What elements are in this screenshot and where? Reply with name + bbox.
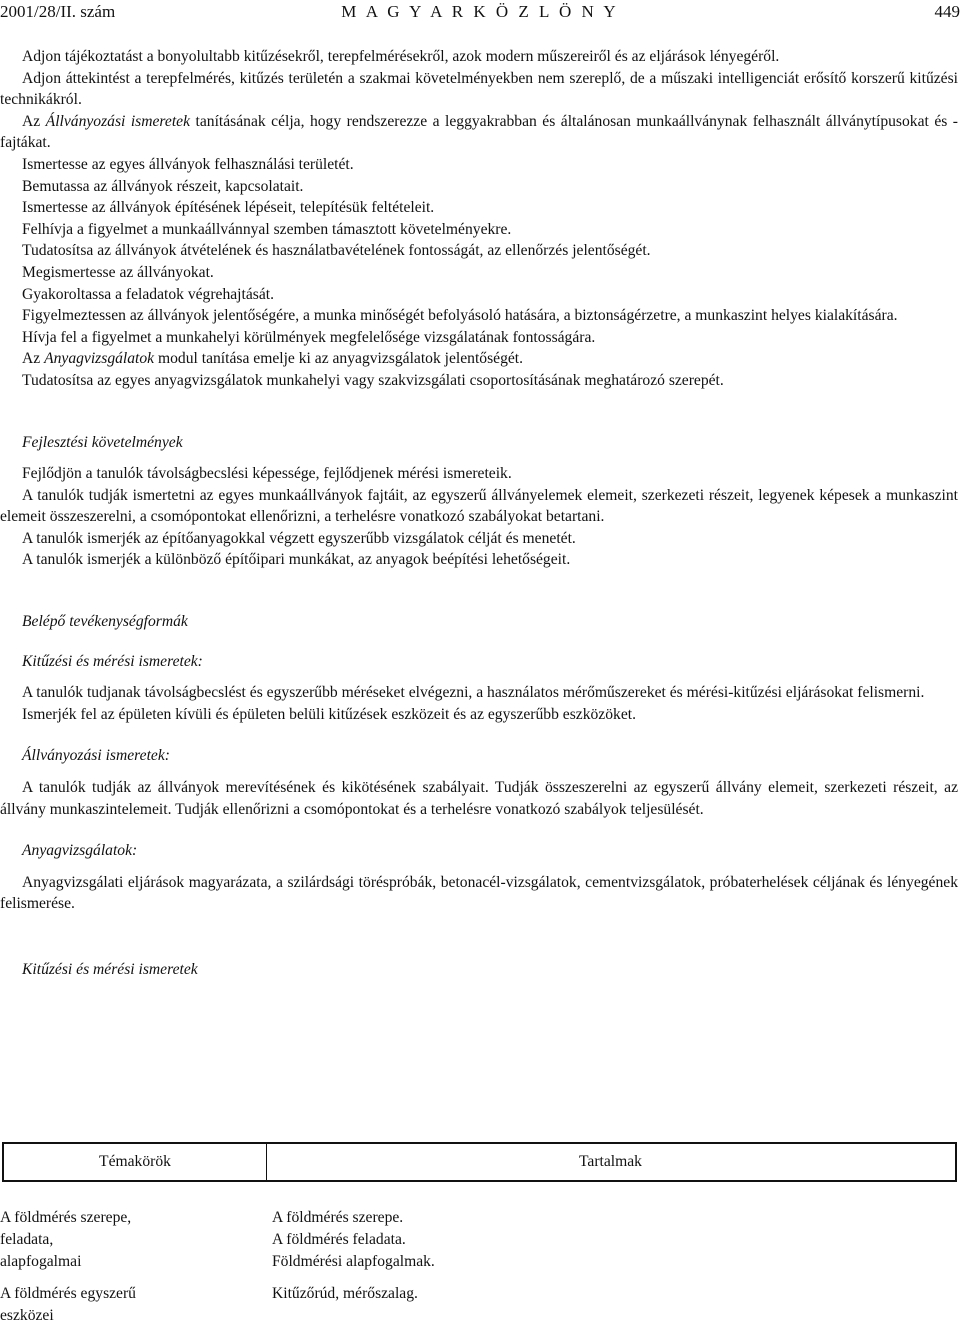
table-header xyxy=(2,1142,957,1182)
paragraph: Adjon áttekintést a terepfelmérés, kitűzés területén a szakmai követelményekben nem szereplő, de a műszaki intelligenciát erősítő korszerű kitűzési technikákról. xyxy=(0,69,958,109)
paragraph: Bemutassa az állványok részeit, kapcsolatait. xyxy=(22,177,304,195)
paragraph: Ismerjék fel az épületen kívüli és épületen belüli kitűzések eszközeit és az egyszerűbb eszközöket. xyxy=(22,705,636,723)
subsection-heading: Kitűzési és mérési ismeretek: xyxy=(22,652,203,670)
table-title: Kitűzési és mérési ismeretek xyxy=(22,961,198,978)
paragraph: Tudatosítsa az egyes anyagvizsgálatok munkahelyi vagy szakvizsgálati csoportosításának meghatározó szerepét. xyxy=(22,371,724,389)
paragraph: A tanulók ismerjék az építőanyagokkal végzett egyszerűbb vizsgálatok célját és menetét. xyxy=(22,529,576,547)
paragraph: A tanulók ismerjék a különböző építőipari munkákat, az anyagok beépítési lehetőségeit. xyxy=(22,551,571,569)
column-header-topics: Témakörök xyxy=(4,1144,267,1180)
topic-cell: A földmérés egyszerű eszközei xyxy=(0,1285,136,1324)
module-name: Anyagvizsgálatok xyxy=(44,350,155,368)
section-heading: Fejlesztési követelmények xyxy=(22,433,183,451)
module-name: Állványozási ismeretek xyxy=(45,112,191,130)
section-heading: Belépő tevékenységformák xyxy=(22,613,188,631)
paragraph: Az Anyagvizsgálatok modul tanítása emelje ki az anyagvizsgálatok jelentőségét. xyxy=(22,350,524,368)
paragraph: A tanulók tudják ismertetni az egyes munkaállványok fajtáit, az egyszerű állványelemek elemeit, szerkezeti részeit, legyenek képesek a munkaszint elemeit összeszerelni, a csomópontokat ellenőrizni, a terhelésre vonatkozó szabályokat betartani. xyxy=(0,486,958,526)
subsection-heading: Állványozási ismeretek: xyxy=(22,747,170,765)
table-row xyxy=(0,1207,958,1273)
journal-title: M A G Y A R K Ö Z L Ö N Y xyxy=(341,2,619,21)
issue-number: 2001/28/II. szám xyxy=(0,2,116,21)
page-number: 449 xyxy=(934,2,960,21)
paragraph: Az Állványozási ismeretek tanításának célja, hogy rendszerezze a leggyakrabban és általánosan munkaállványnak felhasznált állványtípusokat és -fajtákat. xyxy=(0,112,958,152)
content-cell: Kitűzőrúd, mérőszalag. xyxy=(272,1285,418,1302)
paragraph: A tanulók tudják az állványok merevítésének és kikötésének szabályait. Tudják összeszerelni az egyszerű állvány elemeit, szerkezeti részeit, az állvány munkaszintelemeit. Tudják ellenőrizni a csomópontokat és a terhelésre vonatkozó szabályok teljesülését. xyxy=(0,779,958,818)
column-header-contents: Tartalmak xyxy=(579,1153,642,1170)
paragraph: Fejlődjön a tanulók távolságbecslési képessége, fejlődjenek mérési ismereteik. xyxy=(22,465,512,483)
paragraph: A tanulók tudjanak távolságbecslést és egyszerűbb méréseket elvégezni, a használatos mérőműszereket és mérési-kitűzési eljárásokat felismerni. xyxy=(22,684,925,702)
topic-cell: A földmérés szerepe, feladata, alapfogalmai xyxy=(0,1209,132,1270)
paragraph: Ismertesse az állványok építésének lépéseit, telepítésük feltételeit. xyxy=(22,199,435,217)
paragraph: Ismertesse az egyes állványok felhasználási területét. xyxy=(22,155,354,173)
subsection-heading: Anyagvizsgálatok: xyxy=(22,842,138,860)
paragraph: Adjon tájékoztatást a bonyolultabb kitűzésekről, terepfelmérésekről, azok modern műszereiről és az eljárások lényegéről. xyxy=(22,48,780,65)
body-text xyxy=(0,46,958,981)
paragraph: Felhívja a figyelmet a munkaállvánnyal szemben támasztott követelményekre. xyxy=(22,220,512,238)
paragraph: Figyelmeztessen az állványok jelentőségére, a munka minőségét befolyásoló hatására, a biztonságérzetre, a munkaszint helyes kialakítására. xyxy=(22,307,898,325)
content-cell: A földmérés szerepe. A földmérés feladata. Földmérési alapfogalmak. xyxy=(272,1209,435,1270)
paragraph: Anyagvizsgálati eljárások magyarázata, a szilárdsági töréspróbák, betonacél-vizsgálatok, cementvizsgálatok, próbaterhelések céljának és lényegének felismerése. xyxy=(0,873,958,913)
paragraph: Hívja fel a figyelmet a munkahelyi körülmények megfelelősége vizsgálatának fontosságára. xyxy=(22,328,596,346)
table-row xyxy=(0,1283,958,1327)
paragraph: Tudatosítsa az állványok átvételének és használatbavételének fontosságát, az ellenőrzés jelentőségét. xyxy=(22,242,651,260)
paragraph: Gyakoroltassa a feladatok végrehajtását. xyxy=(22,285,274,303)
page-header xyxy=(0,2,960,26)
paragraph: Megismertesse az állványokat. xyxy=(22,263,214,281)
table-body xyxy=(0,1207,958,1327)
